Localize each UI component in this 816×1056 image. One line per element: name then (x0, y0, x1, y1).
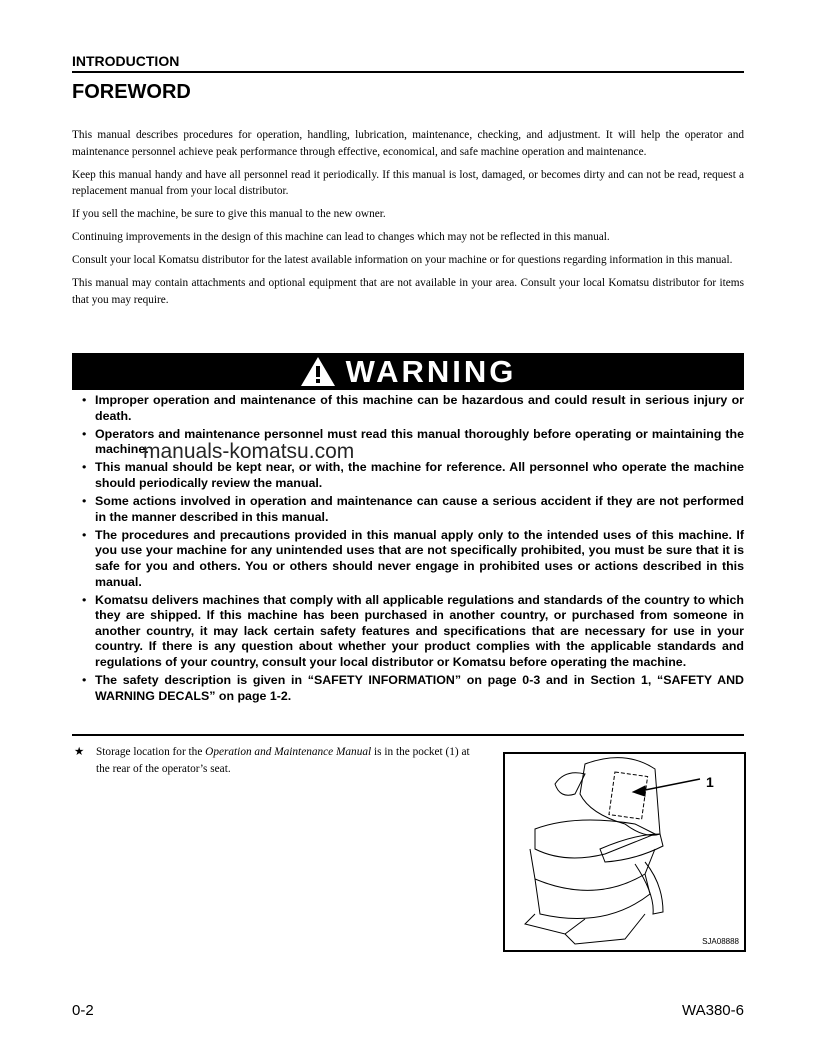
bullet-icon: • (82, 393, 87, 407)
paragraph: Keep this manual handy and have all personnel read it periodically. If this manual is lost, damaged, or becomes dirty and can not be read, request a replacement manual from your local distributor. (72, 168, 744, 197)
warning-triangle-icon (300, 356, 336, 387)
paragraph: Continuing improvements in the design of this machine can lead to changes which may not be reflected in this manual. (72, 231, 610, 243)
warning-item: • Operators and maintenance personnel must read this manual thoroughly before operating or maintaining the machine. (82, 426, 744, 457)
bullet-icon: • (82, 494, 87, 509)
warning-label: WARNING (345, 353, 517, 389)
page-title: FOREWORD (72, 81, 191, 103)
watermark: manuals-komatsu.com (143, 440, 355, 463)
paragraph: If you sell the machine, be sure to give this manual to the new owner. (72, 208, 386, 220)
paragraph: This manual describes procedures for operation, handling, lubrication, maintenance, checking, and adjustment. It will help the operator and maintenance personnel achieve peak performance through effective, economical, and safe machine operation and maintenance. (72, 129, 744, 158)
bullet-icon: • (82, 426, 87, 441)
bullet-icon: • (82, 673, 87, 688)
warning-banner (72, 353, 744, 390)
header-rule (72, 71, 744, 73)
paragraph: Consult your local Komatsu distributor for the latest available information on your machine or for questions regarding information in this manual. (72, 254, 733, 266)
warning-item: • The procedures and precautions provided in this manual apply only to the intended uses of this machine. If you use your machine for any unintended uses that are not specifically prohibited, you must be sure that it is safe for you and others. You or others should never engage in prohibited uses or actions described in this manual. (82, 527, 744, 589)
bullet-icon: • (82, 460, 87, 475)
warning-item: • Some actions involved in operation and maintenance can cause a serious accident if they are not performed in the manner described in this manual. (82, 494, 744, 524)
warning-item: • The safety description is given in “SAFETY INFORMATION” on page 0-3 and in Section 1, “SAFETY AND WARNING DECALS” on page 1-2. (82, 673, 744, 703)
warning-end-rule (72, 734, 744, 736)
model-number: WA380-6 (682, 1002, 744, 1019)
callout-number: 1 (706, 774, 714, 790)
bullet-icon: • (82, 592, 87, 607)
page-number: 0-2 (72, 1002, 94, 1019)
foreword-body (72, 127, 744, 315)
warning-item: • This manual should be kept near, or with, the machine for reference. All personnel who operate the machine should periodically review the manual. (82, 460, 744, 490)
figure-code: SJA08888 (702, 937, 739, 946)
paragraph: This manual may contain attachments and optional equipment that are not available in your area. Consult your local Komatsu distributor for items that you may require. (72, 277, 744, 306)
warning-item: • Komatsu delivers machines that comply with all applicable regulations and standards of the country to which they are shipped. If this machine has been purchased in another country, or purchased from someone in another country, it may lack certain safety features and specifications that are necessary for use in your country. If there is any question about whether your product complies with the applicable standards and regulations of your country, consult your local distributor or Komatsu before operating the machine. (82, 592, 744, 669)
bullet-icon: • (82, 527, 87, 542)
section-header: INTRODUCTION (72, 53, 180, 69)
storage-note: ★ Storage location for the Operation and Maintenance Manual is in the pocket (1) at the rear of the operator’s seat. (74, 746, 470, 775)
warning-item: • Improper operation and maintenance of this machine can be hazardous and could result in serious injury or death. (82, 393, 744, 423)
star-icon: ★ (74, 746, 85, 758)
seat-figure (503, 752, 746, 952)
